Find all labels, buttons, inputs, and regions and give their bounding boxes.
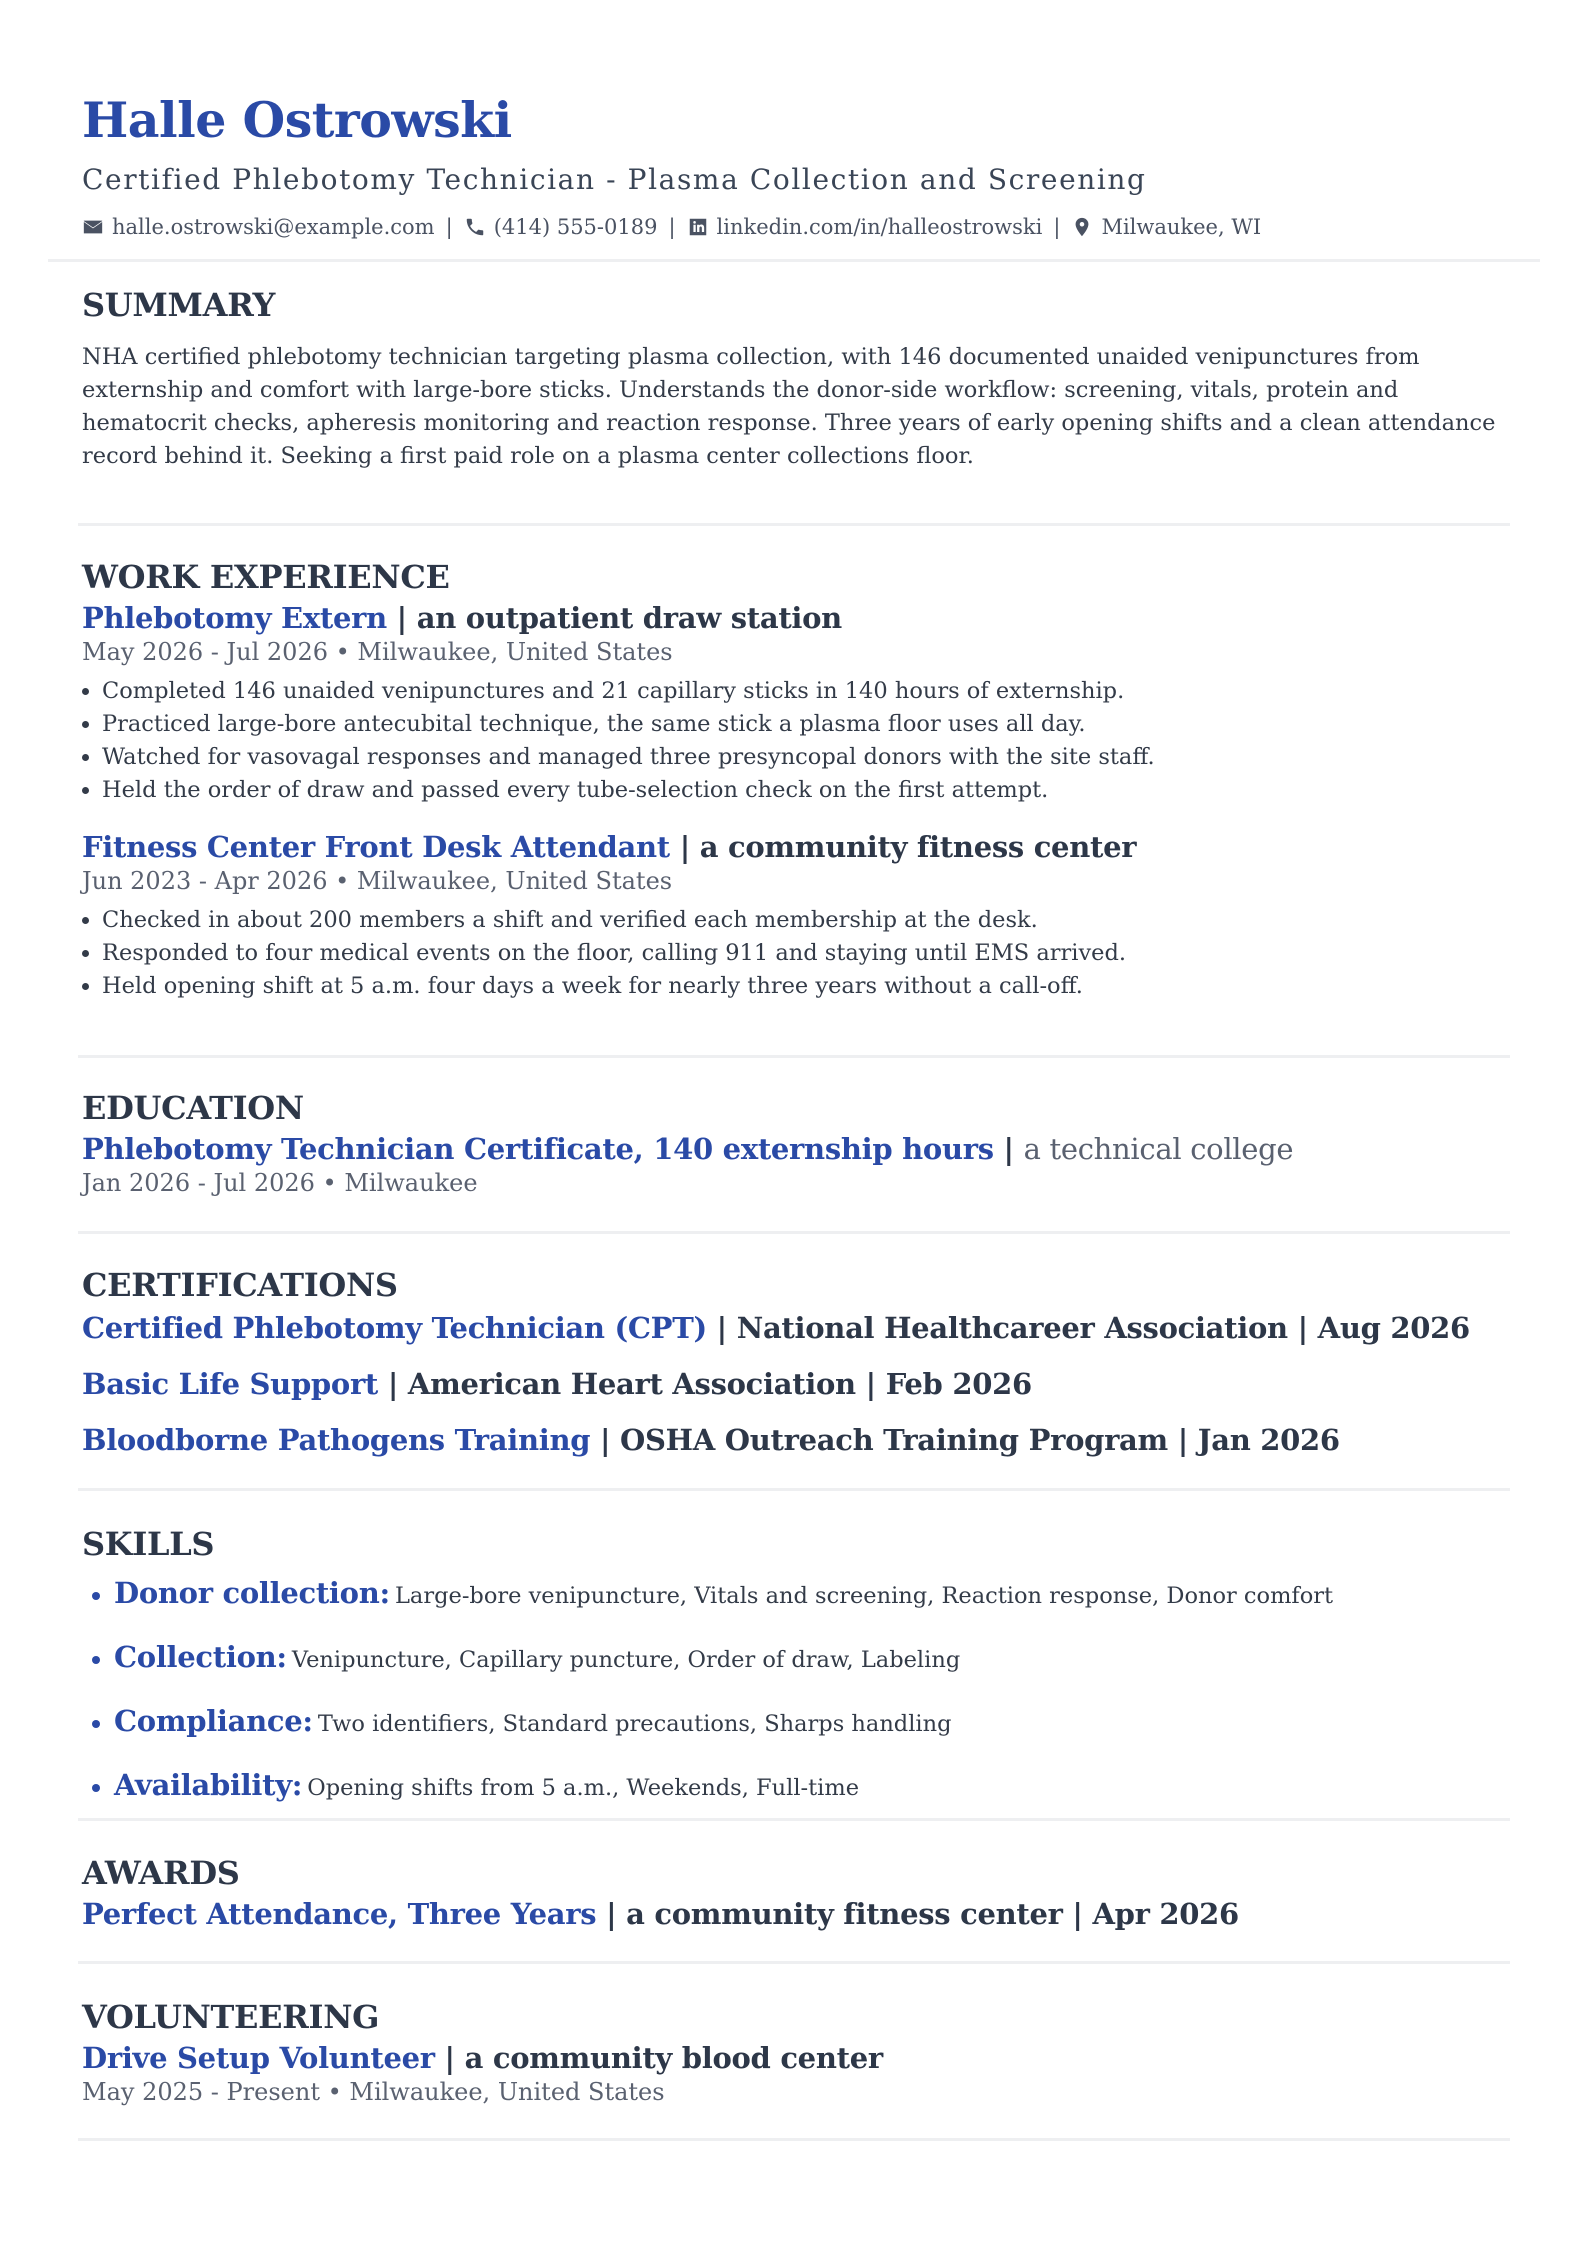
education-heading (82, 1130, 1506, 1168)
experience-section (82, 557, 1506, 1003)
resume-header (0, 0, 1588, 242)
certification-name: Certified Phlebotomy Technician (CPT) (82, 1311, 707, 1345)
volunteer-role: Drive Setup Volunteer (82, 2041, 435, 2075)
location-text: Milwaukee, WI (1101, 215, 1262, 239)
list-item: • Responded to four medical events on the floor, calling 911 and staying until EMS arrived. (102, 937, 1506, 970)
job-entry (82, 828, 1506, 1003)
skill-category: Collection: (114, 1640, 287, 1674)
certifications-section (82, 1265, 1506, 1477)
skills-list (82, 1574, 1506, 1809)
heading-separator: | (396, 601, 407, 635)
heading-separator: | (444, 2041, 455, 2075)
skill-group (114, 1638, 1506, 1681)
phone-icon (464, 216, 486, 238)
heading-separator: | (679, 830, 690, 864)
linkedin-text: linkedin.com/in/halleostrowski (716, 215, 1043, 239)
candidate-title: Certified Phlebotomy Technician - Plasma Collection and Screening (82, 163, 1147, 196)
skill-category: Donor collection: (114, 1576, 390, 1610)
education-meta: Jan 2026 - Jul 2026 • Milwaukee (82, 1169, 478, 1197)
list-item: • Checked in about 200 members a shift and verified each membership at the desk. (102, 904, 1506, 937)
volunteer-meta: May 2025 - Present • Milwaukee, United States (82, 2078, 665, 2106)
section-heading: EDUCATION (82, 1089, 304, 1127)
contact-separator: | (445, 215, 453, 239)
section-heading: WORK EXPERIENCE (82, 558, 450, 596)
list-item: • Watched for vasovagal responses and managed three presyncopal donors with the site staff. (102, 741, 1506, 774)
contact-location (1071, 212, 1261, 242)
award-name: Perfect Attendance, Three Years (82, 1897, 597, 1931)
contact-bar (82, 212, 1506, 242)
contact-email[interactable] (82, 212, 435, 242)
certification-name: Basic Life Support (82, 1367, 379, 1401)
certification-list (82, 1309, 1506, 1459)
summary-section (82, 285, 1506, 473)
degree-name: Phlebotomy Technician Certificate, 140 externship hours (82, 1132, 994, 1166)
map-pin-icon (1071, 216, 1093, 238)
contact-phone[interactable] (464, 212, 658, 242)
job-bullets (82, 904, 1506, 1003)
section-heading: VOLUNTEERING (82, 1998, 380, 2036)
phone-text: (414) 555-0189 (493, 215, 658, 239)
job-heading (82, 599, 1506, 637)
job-role: Phlebotomy Extern (82, 601, 387, 635)
awards-section (82, 1853, 1506, 1933)
email-text: halle.ostrowski@example.com (112, 215, 435, 239)
award-details: | a community fitness center | Apr 2026 (596, 1897, 1239, 1931)
list-item: • Completed 146 unaided venipunctures and 21 capillary sticks in 140 hours of externship. (102, 675, 1506, 708)
list-item: • Held opening shift at 5 a.m. four days a week for nearly three years without a call-off. (102, 970, 1506, 1003)
job-org: a community fitness center (699, 830, 1137, 864)
linkedin-icon (687, 216, 709, 238)
contact-separator: | (1053, 215, 1061, 239)
job-org: an outpatient draw station (416, 601, 842, 635)
contact-linkedin[interactable] (687, 212, 1043, 242)
skill-group (114, 1702, 1506, 1745)
section-heading: SKILLS (82, 1525, 215, 1563)
job-role: Fitness Center Front Desk Attendant (82, 830, 670, 864)
award-item (82, 1895, 1506, 1933)
header-divider (48, 259, 1540, 262)
section-heading: AWARDS (82, 1854, 240, 1892)
certification-item (82, 1309, 1506, 1347)
skill-group (114, 1574, 1506, 1617)
skill-values: Two identifiers, Standard precautions, Sharps handling (317, 1711, 952, 1737)
school-name: a technical college (1023, 1132, 1294, 1166)
section-heading: SUMMARY (82, 286, 276, 324)
section-divider (78, 523, 1510, 526)
certification-name: Bloodborne Pathogens Training (82, 1423, 591, 1457)
skill-values: Opening shifts from 5 a.m., Weekends, Full-time (307, 1775, 860, 1801)
job-meta: May 2026 - Jul 2026 • Milwaukee, United States (82, 638, 673, 666)
section-divider (78, 1818, 1510, 1821)
list-item: • Practiced large-bore antecubital technique, the same stick a plasma floor uses all day. (102, 708, 1506, 741)
section-divider (78, 1488, 1510, 1491)
skill-values: Venipuncture, Capillary puncture, Order of draw, Labeling (291, 1647, 961, 1673)
volunteer-heading (82, 2039, 1506, 2077)
contact-separator: | (668, 215, 676, 239)
section-divider (78, 2138, 1510, 2141)
volunteer-org: a community blood center (464, 2041, 883, 2075)
skill-category: Compliance: (114, 1704, 313, 1738)
candidate-name: Halle Ostrowski (82, 91, 512, 149)
certification-details: | OSHA Outreach Training Program | Jan 2026 (590, 1423, 1340, 1457)
skill-group (114, 1766, 1506, 1809)
job-bullets (82, 675, 1506, 807)
volunteering-section (82, 1997, 1506, 2107)
list-item: • Held the order of draw and passed every tube-selection check on the first attempt. (102, 774, 1506, 807)
certification-item (82, 1365, 1506, 1403)
job-heading (82, 828, 1506, 866)
certification-details: | American Heart Association | Feb 2026 (378, 1367, 1032, 1401)
section-heading: CERTIFICATIONS (82, 1266, 398, 1304)
summary-text: NHA certified phlebotomy technician targeting plasma collection, with 146 documented unaided venipunctures from externship and comfort with large-bore sticks. Understands the donor-side workflow: screening, vitals, protein and hematocrit checks, apheresis monitoring and reaction response. Three years of early opening shifts and a clean attendance record behind it. Seeking a first paid role on a plasma center collections floor. (82, 344, 1496, 469)
certification-item (82, 1421, 1506, 1459)
section-divider (78, 1055, 1510, 1058)
skill-category: Availability: (114, 1768, 303, 1802)
job-entry (82, 599, 1506, 807)
skills-section (82, 1524, 1506, 1830)
section-divider (78, 1961, 1510, 1964)
education-section (82, 1088, 1506, 1198)
skill-values: Large-bore venipuncture, Vitals and screening, Reaction response, Donor comfort (394, 1583, 1334, 1609)
job-meta: Jun 2023 - Apr 2026 • Milwaukee, United States (82, 867, 673, 895)
certification-details: | National Healthcareer Association | Aug 2026 (706, 1311, 1470, 1345)
envelope-icon (82, 216, 104, 238)
section-divider (78, 1231, 1510, 1234)
heading-separator: | (1003, 1132, 1014, 1166)
